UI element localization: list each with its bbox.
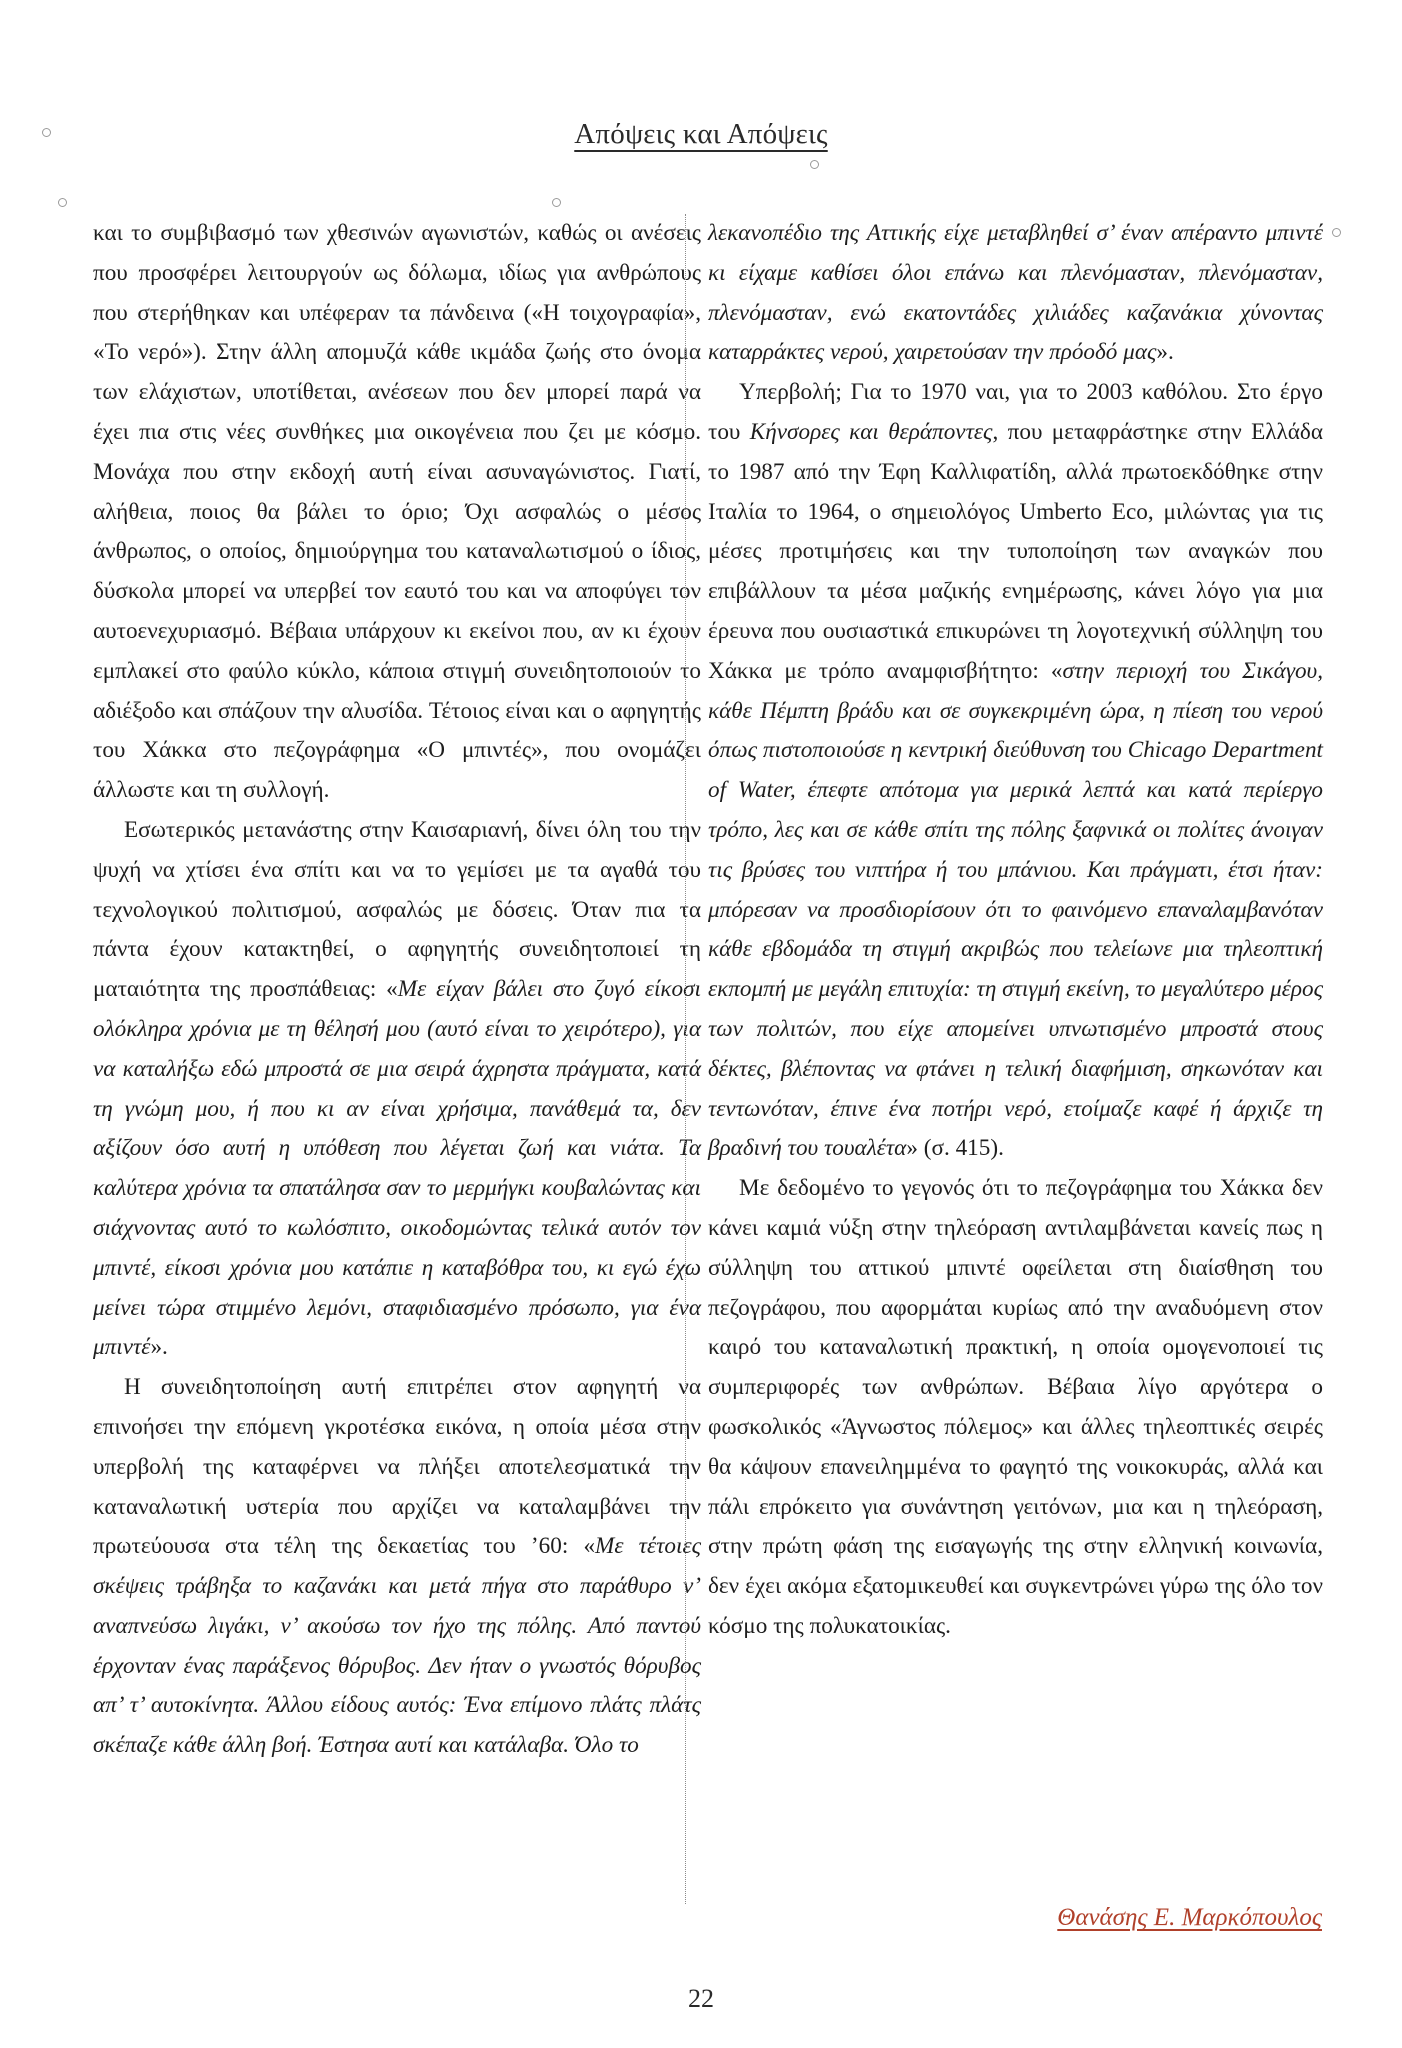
left-column bbox=[93, 214, 701, 1766]
paragraph-text: , που μεταφράστηκε στην Ελλάδα το 1987 από την Έφη Καλλιφατίδη, αλλά πρωτοεκδόθηκε στην Ιταλία το 1964, ο σημειολόγος Umberto Eco, μιλώντας για τις μέσες προτιμήσεις και την τυποποίηση των αναγκών που επιβάλλουν τα μέσα μαζικής ενημέρωσης, κάνει λόγο για μια έρευνα που ουσιαστικά επικυρώνει τη λογοτεχνική σύλληψη του Χάκκα με τρόπο αναμφισβήτητο: « bbox=[708, 418, 1323, 684]
quoted-italic-text: Με τέτοιες σκέψεις τράβηξα το καζανάκι και μετά πήγα στο παράθυρο ν’ αναπνεύσω λιγάκι, ν’ ακούσω τον ήχο της πόλης. Από παντού έρχονταν ένας παράξενος θόρυβος. Δεν ήταν ο γνωστός θόρυβος απ’ τ’ αυτοκίνητα. Άλλου είδους αυτός: Ένα επίμονο πλάτς πλάτς σκέπαζε κάθε άλλη βοή. Έστησα αυτί και κατάλαβα. Όλο το bbox=[93, 1533, 701, 1759]
quoted-italic-text: στην περιοχή του Σικάγου, κάθε Πέμπτη βράδυ και σε συγκεκριμένη ώρα, η πίεση του νερού όπως πιστοποιούσε η κεντρική διεύθυνση του Chicago Department of Water, έπεφτε απότομα για μερικά λεπτά και κατά περίεργο τρόπο, λες και σε κάθε σπίτι της πόλης ξαφνικά οι πολίτες άνοιγαν τις βρύσες του νιπτήρα ή του μπάνιου. Και πράγματι, έτσι ήταν: μπόρεσαν να προσδιορίσουν ότι το φαινόμενο επαναλαμβανόταν κάθε εβδομάδα τη στιγμή ακριβώς που τελείωνε μια τηλεοπτική εκπομπή με μεγάλη επιτυχία: τη στιγμή εκείνη, το μεγαλύτερο μέρος των πολιτών, που είχε απομείνει υπνωτισμένο μπροστά στους δέκτες, βλέποντας να φτάνει η τελική διαφήμιση, σηκωνόταν και τεντωνόταν, έπινε ένα ποτήρι νερό, ετοίμαζε καφέ ή άρχιζε τη βραδινή του τουαλέτα bbox=[708, 657, 1323, 1162]
scan-speck bbox=[810, 160, 819, 169]
author-signature: Θανάσης Ε. Μαρκόπουλος bbox=[1057, 1904, 1322, 1931]
quoted-italic-text: Με είχαν βάλει στο ζυγό είκοσι ολόκληρα χρόνια με τη θέλησή μου (αυτό είναι το χειρότερο), για να καταλήξω εδώ μπροστά σε μια σειρά άχρηστα πράγματα, κατά τη γνώμη μου, ή που κι αν είναι χρήσιμα, πανάθεμά τα, δεν αξίζουν όσο αυτή η υπόθεση που λέγεται ζωή και νιάτα. Τα καλύτερα χρόνια τα σπατάλησα σαν το μερμήγκι κουβαλώντας και σιάχνοντας αυτό το κωλόσπιτο, οικοδομώντας τελικά αυτόν τον μπιντέ, είκοσι χρόνια μου κατάπιε η καταβόθρα του, κι εγώ έχω μείνει τώρα στιμμένο λεμόνι, σταφιδιασμένο πρόσωπο, για ένα μπιντέ bbox=[93, 976, 701, 1361]
body-paragraph bbox=[93, 214, 701, 811]
scan-speck bbox=[1332, 228, 1341, 237]
quoted-italic-text: Κήνσορες και θεράποντες bbox=[749, 418, 993, 445]
paragraph-text: Με δεδομένο το γεγονός ότι το πεζογράφημα του Χάκκα δεν κάνει καμιά νύξη στην τηλεόραση αντιλαμβάνεται κανείς πως η σύλληψη του αττικού μπιντέ οφείλεται στη διαίσθηση του πεζογράφου, που αφορμάται κυρίως από την αναδυόμενη στον καιρό του καταναλωτική πρακτική, η οποία ομογενοποιεί τις συμπεριφορές των ανθρώπων. Βέβαια λίγο αργότερα ο φωσκολικός «Άγνωστος πόλεμος» και άλλες τηλεοπτικές σειρές θα κάψουν επανειλημμένα το φαγητό της νοικοκυράς, αλλά και πάλι επρόκειτο για συνάντηση γειτόνων, μια και η τηλεόραση, στην πρώτη φάση της εισαγωγής της στην ελληνική κοινωνία, δεν έχει ακόμα εξατομικευθεί και συγκεντρώνει γύρω της όλο τον κόσμο της πολυκατοικίας. bbox=[708, 1175, 1323, 1639]
body-paragraph bbox=[708, 1169, 1323, 1647]
quoted-italic-text: λεκανοπέδιο της Αττικής είχε μεταβληθεί σ’ έναν απέραντο μπιντέ κι είχαμε καθίσει όλοι επάνω και πλενόμασταν, πλενόμασταν, πλενόμασταν, ενώ εκατοντάδες χιλιάδες καζανάκια χύνοντας καταρράκτες νερού, χαιρετούσαν την πρόοδό μας bbox=[708, 220, 1323, 366]
paragraph-text: Εσωτερικός μετανάστης στην Καισαριανή, δίνει όλη του την ψυχή να χτίσει ένα σπίτι και να το γεμίσει με τα αγαθά του τεχνολογικού πολιτισμού, ασφαλώς με δόσεις. Όταν πια τα πάντα έχουν κατακτηθεί, ο αφηγητής συνειδητοποιεί τη ματαιότητα της προσπάθειας: « bbox=[93, 816, 701, 1003]
body-paragraph bbox=[93, 1368, 701, 1766]
scan-speck bbox=[58, 198, 67, 207]
page-number: 22 bbox=[688, 1984, 714, 2013]
paragraph-text: » (σ. 415). bbox=[906, 1135, 1004, 1162]
paragraph-text: ». bbox=[150, 1334, 168, 1361]
scan-speck bbox=[552, 198, 561, 207]
body-paragraph bbox=[93, 811, 701, 1368]
paragraph-text: και το συμβιβασμό των χθεσινών αγωνιστών, καθώς οι ανέσεις που προσφέρει λειτουργούν ως δόλωμα, ιδίως για ανθρώπους που στερήθηκαν και υπέφεραν τα πάνδεινα («Η τοιχογραφία», «Το νερό»). Στην άλλη απομυζά κάθε ικμάδα ζωής στο όνομα των ελάχιστων, υποτίθεται, ανέσεων που δεν μπορεί παρά να έχει πια στις νέες συνθήκες μια οικογένεια που ζει με κόσμο. Μονάχα που στην εκδοχή αυτή είναι ασυναγώνιστος. Γιατί, αλήθεια, ποιος θα βάλει το όριο; Όχι ασφαλώς ο μέσος άνθρωπος, ο οποίος, δημιούργημα του καταναλωτισμού ο ίδιος, δύσκολα μπορεί να υπερβεί τον εαυτό του και να αποφύγει τον αυτοενεχυριασμό. Βέβαια υπάρχουν κι εκείνοι που, αν κι έχουν εμπλακεί στο φαύλο κύκλο, κάποια στιγμή συνειδητοποιούν το αδιέξοδο και σπάζουν την αλυσίδα. Τέτοιος είναι και ο αφηγητής του Χάκκα στο πεζογράφημα «Ο μπιντές», που ονομάζει άλλωστε και τη συλλογή. bbox=[93, 220, 701, 804]
paragraph-text: Υπερβολή; Για το 1970 ναι, για το 2003 καθόλου. Στο έργο του bbox=[708, 379, 1323, 445]
running-header bbox=[0, 118, 1402, 151]
running-header-title: Απόψεις και Απόψεις bbox=[574, 118, 828, 150]
body-paragraph bbox=[708, 373, 1323, 1169]
body-paragraph bbox=[708, 214, 1323, 373]
column-divider bbox=[685, 214, 686, 1904]
paragraph-text: Η συνειδητοποίηση αυτή επιτρέπει στον αφηγητή να επινοήσει την επόμενη γκροτέσκα εικόνα, η οποία μέσα στην υπερβολή της καταφέρνει να πλήξει αποτελεσματικά την καταναλωτική υστερία που αρχίζει να καταλαμβάνει την πρωτεύουσα στα τέλη της δεκαετίας του ’60: « bbox=[93, 1374, 701, 1560]
scan-speck bbox=[42, 128, 51, 137]
paragraph-text: ». bbox=[1156, 339, 1174, 366]
right-column bbox=[708, 214, 1323, 1647]
